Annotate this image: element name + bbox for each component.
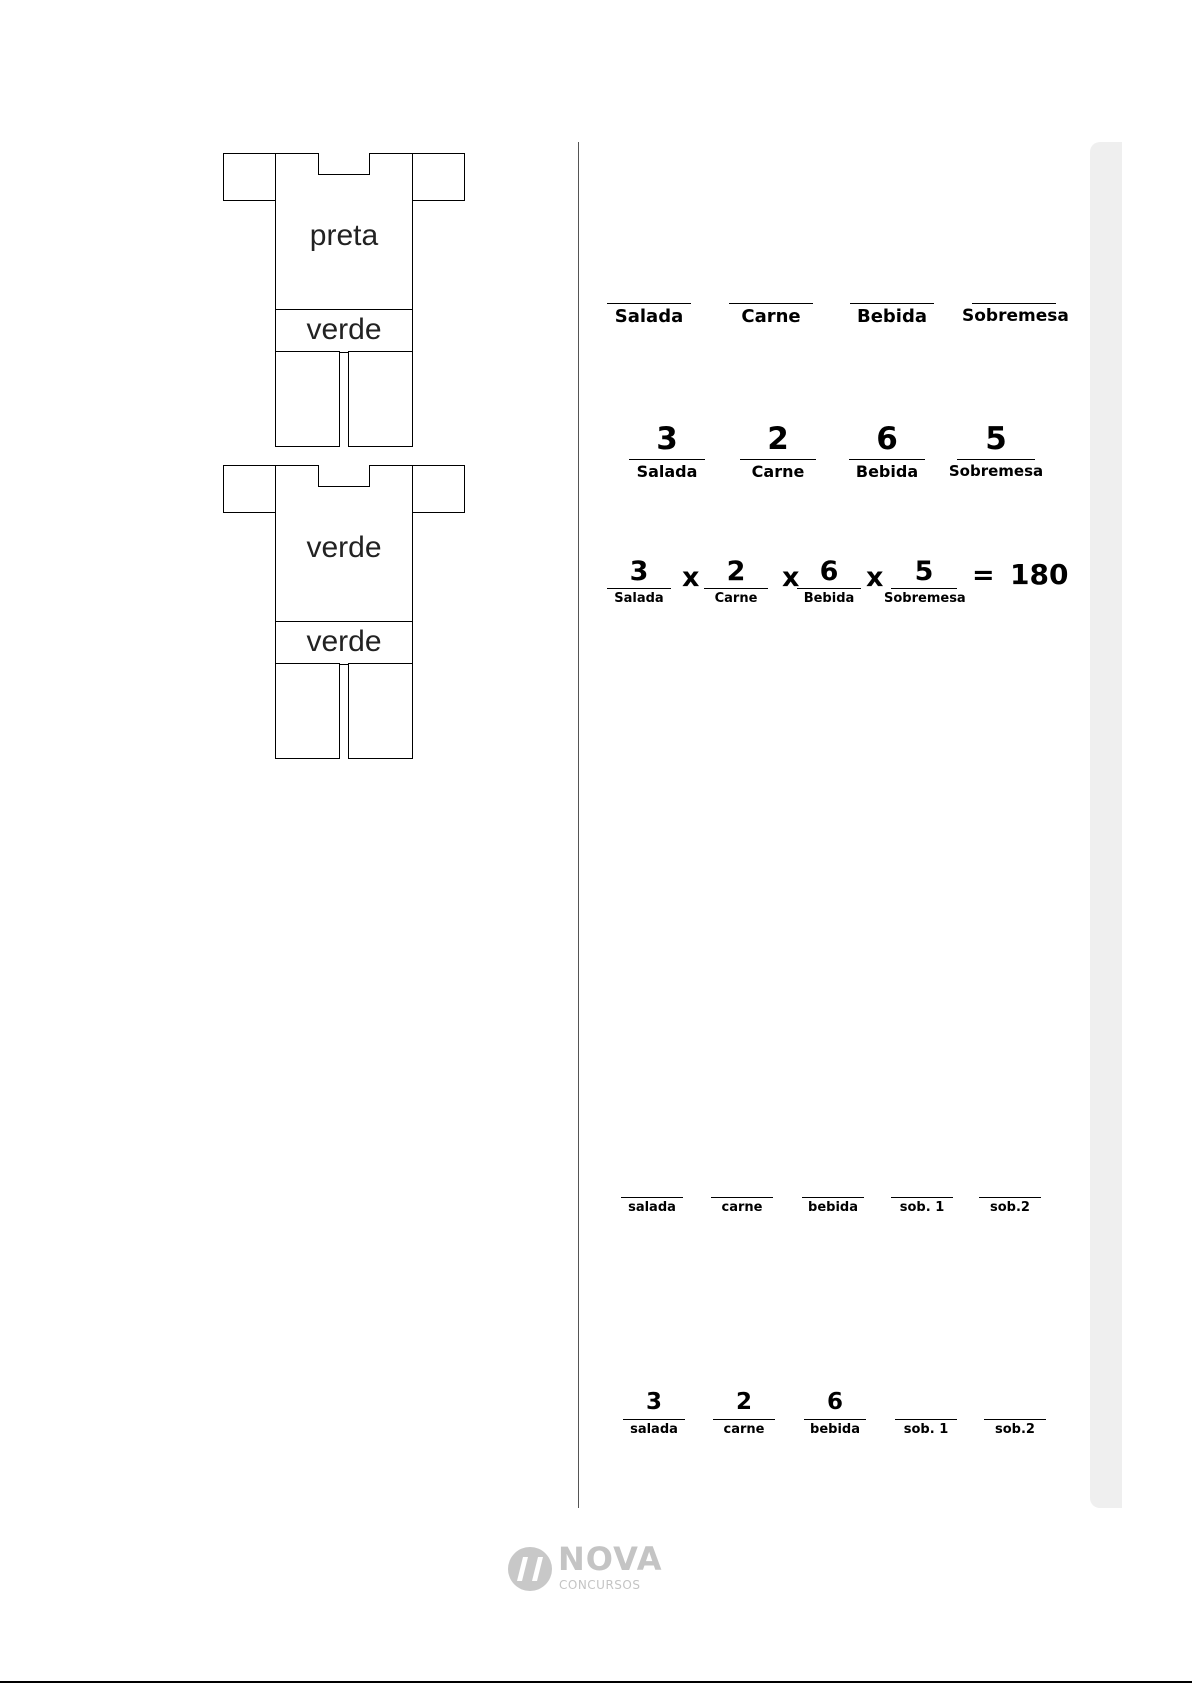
slot-sobremesa: Sobremesa <box>962 303 1066 326</box>
shorts-color-label: verde <box>306 625 382 658</box>
slot-sobremesa: 5 Sobremesa <box>884 556 966 606</box>
slot-sob-1: sob. 1 <box>890 1197 954 1215</box>
right-leg <box>348 663 413 759</box>
slot-value: 6 <box>819 556 839 587</box>
slot-salada: Salada <box>606 303 692 327</box>
side-margin-tab <box>1090 142 1122 1508</box>
slot-carne: 2 Carne <box>739 424 817 481</box>
slot-carne: 2 carne <box>712 1391 776 1437</box>
slot-salada: salada <box>620 1197 684 1215</box>
left-leg <box>275 663 340 759</box>
slot-salada: 3 Salada <box>606 558 672 606</box>
multiply-sign: x <box>866 562 884 593</box>
uniform-figure-1 <box>223 153 465 449</box>
right-sleeve <box>411 465 465 513</box>
slot-sob-2: sob.2 <box>978 1197 1042 1215</box>
shirt-color-label: verde <box>306 531 382 564</box>
slot-value: 3 <box>629 556 649 587</box>
slot-sob-1: sob. 1 <box>894 1391 958 1437</box>
slot-value: 6 <box>876 421 898 457</box>
slot-carne: carne <box>710 1197 774 1215</box>
column-divider <box>578 142 579 1508</box>
slot-bebida: 6 bebida <box>803 1391 867 1437</box>
slot-value: 2 <box>735 1389 752 1415</box>
slot-salada: 3 salada <box>622 1391 686 1437</box>
slot-bebida: Bebida <box>849 303 935 327</box>
slot-value: 3 <box>656 421 678 457</box>
logo-mark-icon <box>508 1547 552 1591</box>
slot-value <box>983 1391 1047 1417</box>
slot-sob-2: sob.2 <box>983 1391 1047 1437</box>
right-leg <box>348 351 413 447</box>
slot-value: 2 <box>767 421 789 457</box>
slot-bebida: bebida <box>801 1197 865 1215</box>
left-sleeve <box>223 465 277 513</box>
logo-main-text: NOVA <box>558 1540 663 1578</box>
slot-carne: Carne <box>728 303 814 327</box>
left-leg <box>275 351 340 447</box>
uniform-figure-2 <box>223 465 465 761</box>
slot-bebida: 6 Bebida <box>796 558 862 606</box>
nova-concursos-logo <box>508 1540 663 1595</box>
slot-bebida: 6 Bebida <box>848 424 926 481</box>
left-sleeve <box>223 153 277 201</box>
result-value: 180 <box>1010 558 1069 591</box>
slot-value: 3 <box>645 1389 662 1415</box>
slot-salada: 3 Salada <box>628 424 706 481</box>
slot-value: 5 <box>914 556 934 587</box>
collar <box>318 153 370 175</box>
multiply-sign: x <box>782 562 800 593</box>
multiply-sign: x <box>682 562 700 593</box>
slot-value: 5 <box>985 421 1007 457</box>
slot-value: 2 <box>726 556 746 587</box>
right-sleeve <box>411 153 465 201</box>
footer-rule <box>0 1681 1192 1683</box>
equals-sign: = <box>972 560 995 591</box>
shirt-color-label: preta <box>309 219 379 252</box>
slot-sobremesa: 5 Sobremesa <box>946 424 1046 480</box>
collar <box>318 465 370 487</box>
shorts-color-label: verde <box>306 313 382 346</box>
slot-value <box>894 1391 958 1417</box>
logo-sub-text: CONCURSOS <box>559 1578 641 1592</box>
slot-value: 6 <box>826 1389 843 1415</box>
slot-carne: 2 Carne <box>703 558 769 606</box>
